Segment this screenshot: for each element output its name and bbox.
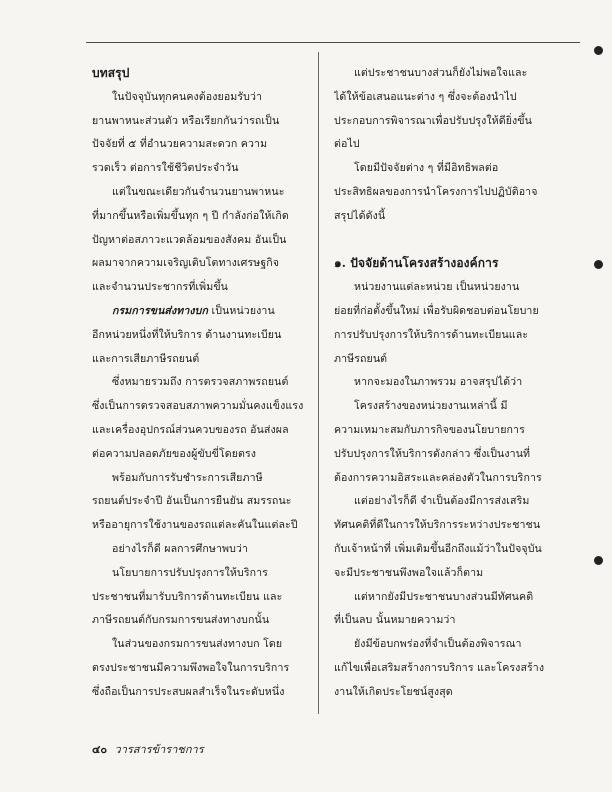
paragraph-line: ตรงประชาชนมีความพึงพอใจในการบริการ — [92, 661, 290, 674]
paragraph-line: ซึ่งถือเป็นการประสบผลสำเร็จในระดับหนึ่ง — [92, 685, 285, 698]
paragraph-line: ต่อไป — [334, 138, 360, 151]
paragraph-line: โดยมีปัจจัยต่าง ๆ ที่มีอิทธิพลต่อ — [354, 162, 499, 175]
paragraph-line: ปัจจัยที่ ๕ ที่อำนวยความสะดวก ความ — [92, 138, 268, 151]
paragraph-line: และเครื่องอุปกรณ์ส่วนควบของรถ อันส่งผล — [92, 423, 289, 436]
paragraph-line: แต่อย่างไรก็ดี จำเป็นต้องมีการส่งเสริม — [354, 495, 530, 508]
binding-hole-top — [594, 46, 603, 55]
page-number: ๔๐ — [92, 743, 108, 756]
paragraph-line: ได้ให้ข้อเสนอแนะต่าง ๆ ซึ่งจะต้องนำไป — [334, 90, 517, 103]
paragraph-line: หากจะมองในภาพรวม อาจสรุปได้ว่า — [354, 376, 523, 389]
paragraph-line: ผลมาจากความเจริญเติบโตทางเศรษฐกิจ — [92, 257, 280, 270]
top-rule — [86, 42, 580, 43]
paragraph-line: แต่หากยังมีประชาชนบางส่วนมีทัศนคติ — [354, 590, 534, 603]
paragraph-line: ย่อยที่ก่อตั้งขึ้นใหม่ เพื่อรับผิดชอบต่อนโยบาย — [334, 304, 539, 317]
paragraph-line: ต่อความปลอดภัยของผู้ขับขี่โดยตรง — [92, 447, 257, 460]
paragraph-line: แต่ประชาชนบางส่วนก็ยังไม่พอใจและ — [354, 67, 528, 79]
paragraph-line: ในส่วนของกรมการขนส่งทางบก โดย — [112, 638, 283, 651]
paragraph-line: ที่มากขึ้นหรือเพิ่มขึ้นทุก ๆ ปี กำลังก่อให้เกิด — [92, 209, 289, 222]
paragraph-line: ภาษีรถยนต์กับกรมการขนส่งทางบกนั้น — [92, 614, 270, 627]
paragraph-line: หรืออายุการใช้งานของรถแต่ละคันในแต่ละปี — [92, 519, 298, 532]
paragraph-line: ปัญหาต่อสภาวะแวดล้อมของสังคม อันเป็น — [92, 233, 287, 246]
binding-hole-bottom — [594, 556, 603, 565]
paragraph-line: ยานพาหนะส่วนตัว หรือเรียกกันว่ารถเป็น — [92, 114, 280, 127]
paragraph-line: รวดเร็ว ต่อการใช้ชีวิตประจำวัน — [92, 162, 239, 175]
paragraph-line: ยังมีข้อบกพร่องที่จำเป็นต้องพิจารณา — [354, 638, 522, 651]
paragraph-line: การปรับปรุงการให้บริการด้านทะเบียนและ — [334, 328, 529, 341]
paragraph-line — [92, 300, 304, 324]
dlt-emphasis: กรมการขนส่งทางบก — [112, 304, 209, 317]
paragraph-line: และจำนวนประชากรที่เพิ่มขึ้น — [92, 281, 228, 294]
paragraph-line: และการเสียภาษีรถยนต์ — [92, 352, 200, 365]
paragraph-line: ในปัจจุบันทุกคนคงต้องยอมรับว่า — [112, 90, 263, 103]
paragraph-line: แต่ในขณะเดียวกันจำนวนยานพาหนะ — [112, 185, 285, 198]
journal-name: วารสารข้าราชการ — [114, 743, 204, 756]
paragraph-line: ประสิทธิผลของการนำโครงการไปปฏิบัติอาจ — [334, 185, 538, 198]
paragraph-line: อย่างไรก็ดี ผลการศึกษาพบว่า — [112, 542, 248, 555]
right-column — [334, 62, 564, 705]
paragraph-line: ประกอบการพิจารณาเพื่อปรับปรุงให้ดียิ่งขึ้น — [334, 114, 532, 127]
paragraph-line: ภาษีรถยนต์ — [334, 352, 388, 365]
page-footer — [92, 740, 204, 758]
paragraph-line: นโยบายการปรับปรุงการให้บริการ — [112, 566, 268, 579]
paragraph-line: สรุปได้ดังนี้ — [334, 209, 386, 222]
paragraph-line: แก้ไขเพื่อเสริมสร้างการบริการ และโครงสร้าง — [334, 661, 545, 674]
paragraph-line: งานให้เกิดประโยชน์สูงสุด — [334, 685, 453, 698]
paragraph-line: รถยนต์ประจำปี อันเป็นการยืนยัน สมรรถนะ — [92, 495, 292, 508]
paragraph-line: กับเจ้าหน้าที่ เพิ่มเติมขึ้นอีกถึงแม้ว่าในปัจจุบัน — [334, 542, 542, 555]
paragraph-line: ซึ่งเป็นการตรวจสอบสภาพความมั่นคงแข็งแรง — [92, 400, 304, 413]
paragraph-line: อีกหน่วยหนึ่งที่ให้บริการ ด้านงานทะเบียน — [92, 328, 282, 341]
paragraph-line: ต้องการความอิสระและคล่องตัวในการบริการ — [334, 471, 542, 484]
paragraph-line: ซึ่งหมายรวมถึง การตรวจสภาพรถยนต์ — [112, 376, 289, 389]
paragraph-line: ประชาชนที่มารับบริการด้านทะเบียน และ — [92, 590, 283, 603]
section-title: บทสรุป — [92, 66, 130, 80]
subsection-heading: ๑. ปัจจัยด้านโครงสร้างองค์การ — [334, 256, 499, 271]
paragraph-line: ทัศนคติที่ดีในการให้บริการระหว่างประชาชน — [334, 519, 541, 532]
paragraph-line: พร้อมกับการรับชำระการเสียภาษี — [112, 471, 263, 484]
paragraph-line: ปรับปรุงการให้บริการดังกล่าว ซึ่งเป็นงานที่ — [334, 447, 531, 460]
spacer — [334, 229, 564, 253]
paragraph-line: ที่เป็นลบ นั้นหมายความว่า — [334, 614, 456, 627]
paragraph-line: หน่วยงานแต่ละหน่วย เป็นหน่วยงาน — [354, 281, 520, 294]
left-column — [92, 62, 304, 705]
paragraph-line: ความเหมาะสมกับภารกิจของนโยบายการ — [334, 423, 525, 436]
column-divider — [318, 52, 319, 714]
dlt-rest: เป็นหน่วยงาน — [208, 304, 275, 317]
paragraph-line: จะมีประชาชนพึงพอใจแล้วก็ตาม — [334, 566, 484, 579]
binding-hole-middle — [594, 260, 603, 269]
paragraph-line: โครงสร้างของหน่วยงานเหล่านี้ มี — [354, 400, 508, 413]
